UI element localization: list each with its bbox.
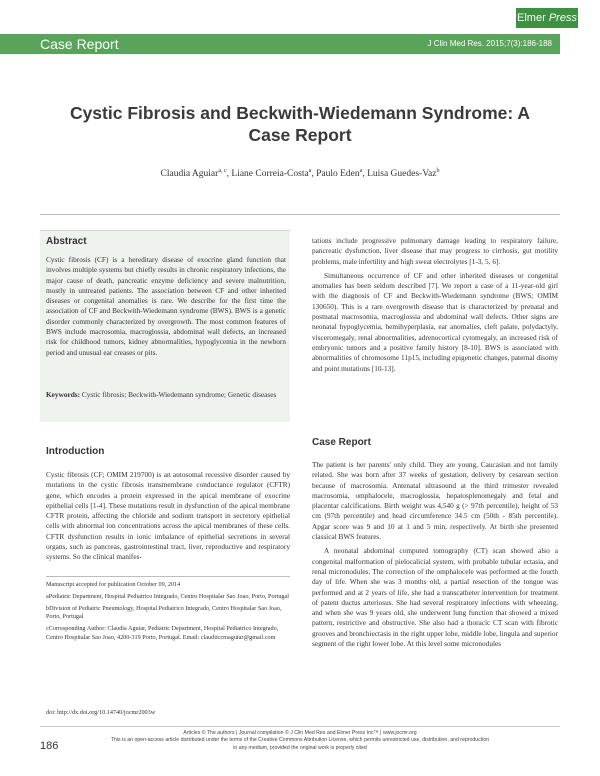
author-list: Claudia Aguiar$^{a, c}$, Liane Correia-Costa$^a$, Paulo Eden$^a$, Luisa Guedes-Vaz$^b$	[160, 168, 440, 180]
page-number: 186	[40, 740, 59, 752]
paragraph: Cystic fibrosis (CF; OMIM 219700) is an autosomal recessive disorder caused by mutations in the cystic fibrosis transmembrane conductance regulator (CFTR) gene, which encodes a protein expressed in the apical membrane of exocrine epithelial cells [1-4]. These mutations result in dysfunction of the apical membrane CFTR protein, affecting the chloride and sodium transport in secretory epithelial cells with abnormal ion concentrations across the apical membranes of these cells. CFTR dysfunction results in ionic imbalance of epithelial secretions in several organs, such as pancreas, gastrointestinal tract, liver, reproductive and respiratory systems. So the clinical manifes-	[46, 470, 290, 562]
abstract-heading: Abstract	[46, 236, 87, 247]
section-tag: Case Report	[40, 36, 119, 52]
author-name: Claudia Aguiar	[160, 169, 219, 180]
article-title: Cystic Fibrosis and Beckwith-Wiedemann Syndrome: A Case Report	[69, 103, 531, 145]
author-affiliation: a	[359, 168, 363, 174]
footer-license	[80, 730, 520, 752]
keywords-text: Cystic fibrosis; Beckwith-Wiedemann syndrome; Genetic diseases	[81, 390, 277, 399]
author-name: Liane Correia-Costa	[231, 169, 309, 180]
footnotes	[46, 581, 290, 646]
author-name: Luisa Guedes-Vaz	[367, 169, 437, 180]
paragraph: A neonatal abdominal computed tomography (CT) scan showed also a congenital malformation of pielocalicial system, with probable tubular ectasia, and renal micronodules. The correction of the omphalocele was performed at the fourth day of life. When she was 3 months old, a partial resection of the tongue was performed and at 2 years of life, she had a transcatheter intervention for treatment of patent ductus arteriosus. She had several respiratory infections with wheezing, and when she was 9 years old, she underwent lung function that showed a mixed pattern, restrictive and obstructive. She also had a thoracic CT scan with fibrotic grooves and bronchiectasis in the right upper lobe, middle lobe, lingula and superior segment of the right lower lobe. At this level some micronodules	[312, 546, 559, 649]
affiliation-b: bDivision of Pediatric Pneumology, Hospital Pediatrico Integrado, Centro Hospitalar Sao Joao, Porto, Portugal	[46, 604, 282, 621]
footer-license-line: in any medium, provided the original work is properly cited	[233, 744, 367, 751]
corresponding-author: cCorresponding Author: Claudia Aguiar, Pediatric Department, Hospital Pediatrico Integrado, Centro Hospitalar Sao Joao, 4200-319 Porto, Portugal. Email: claudiiccmaguiar@gmail.com	[46, 625, 279, 641]
author-affiliation: a	[308, 168, 312, 174]
keywords	[46, 390, 286, 400]
introduction-body	[46, 470, 290, 567]
introduction-heading: Introduction	[46, 446, 105, 457]
right-column-body	[312, 236, 558, 378]
abstract-text: Cystic fibrosis (CF) is a hereditary disease of exocrine gland function that involves multiple systems but chiefly results in chronic respiratory infections, the major cause of death, pancreatic enzyme deficiency and severe malnutrition, mostly in untreated patients. The association between CF and other inherited diseases or congenital anomalies is rare. We describe for the first time the association of CF and Beckwith-Wiedemann syndrome (BWS). BWS is a genetic disorder commonly characterized by overgrowth. The most common features of BWS include macrosomia, macroglossia, abdominal wall defects, an increased risk for childhood tumors, kidney abnormalities, hypoglycemia in the newborn period and unusual ear creases or pits.	[46, 255, 286, 357]
footer-license-line: This is an open-access article distributed under the terms of the Creative Commons Attribution License, which permits unrestricted use, distribution, and reproduction	[110, 737, 490, 744]
author-name: Paulo Eden	[316, 169, 360, 180]
paragraph: The patient is her parents' only child. They are young, Caucasian and not family related. She was born after 37 weeks of gestation, delivery by cesarean section because of macrosomia. Antenatal ultrasound at the third trimester revealed macrosomia, omphalocele, macroglossia, hepatosplenomegaly and fetal and placentar calcifications. Birth weight was 4,540 g (> 97th percentile), height of 53 cm (97th percentile) and head circumference 34.5 cm (50th - 85th percentile). Apgar score was 9 and 10 at 1 and 5 min, respectively. At birth she presented classical BWS features.	[312, 460, 558, 542]
footer-divider	[40, 726, 560, 727]
paragraph: Simultaneous occurrence of CF and other inherited diseases or congenital anomalies has been seldom described [7]. We report a case of a 11-year-old girl with the diagnosis of CF and Beckwith-Wiedemann syndrome (BWS; OMIM 130650). This is a rare overgrowth disease that is characterized by prenatal and postnatal macrosomia, macroglossia and abdominal wall defects. Other signs are neonatal hypoglycemia, hemihyperplasia, ear anomalies, cleft palate, polydactyly, visceromegaly, renal abnormalities, adrenocortical cytomegaly, an increased risk of embryonic tumors and a positive family history [8-10]. BWS is associated with abnormalities of chromosome 11p15, including epigenetic changes, paternal disomy and point mutations [10-13].	[312, 270, 558, 373]
paragraph: tations include progressive pulmonary damage leading to respiratory failure, pancreatic dysfunction, liver disease that may progress to cirrhosis, gut motility problems, male infertility and high sweat electrolytes [1-3, 5, 6].	[312, 236, 558, 266]
affiliation-a: aPediatric Department, Hospital Pediatrico Integrado, Centro Hospitalar Sao Joao, Porto, Portugal	[46, 592, 289, 600]
journal-reference: J Clin Med Res. 2015;7(3):186-188	[427, 39, 552, 48]
publisher-logo[interactable]: Elmer Press	[516, 8, 578, 28]
case-report-heading: Case Report	[312, 437, 371, 448]
case-report-body	[312, 460, 558, 653]
title-divider	[40, 214, 560, 215]
top-strip	[0, 0, 600, 10]
doi-link[interactable]: doi: http://dx.doi.org/10.14740/jocmr2003w	[46, 709, 156, 716]
author-affiliation: b	[436, 168, 440, 174]
footer-copyright: Articles © The authors | Journal compilation © J Clin Med Res and Elmer Press Inc™ | www.jocmr.org	[183, 730, 417, 736]
keywords-label: Keywords:	[46, 390, 81, 399]
author-affiliation: a, c	[218, 168, 227, 174]
footnote-divider	[46, 576, 290, 577]
accepted-date: Manuscript accepted for publication October 09, 2014	[46, 581, 181, 588]
